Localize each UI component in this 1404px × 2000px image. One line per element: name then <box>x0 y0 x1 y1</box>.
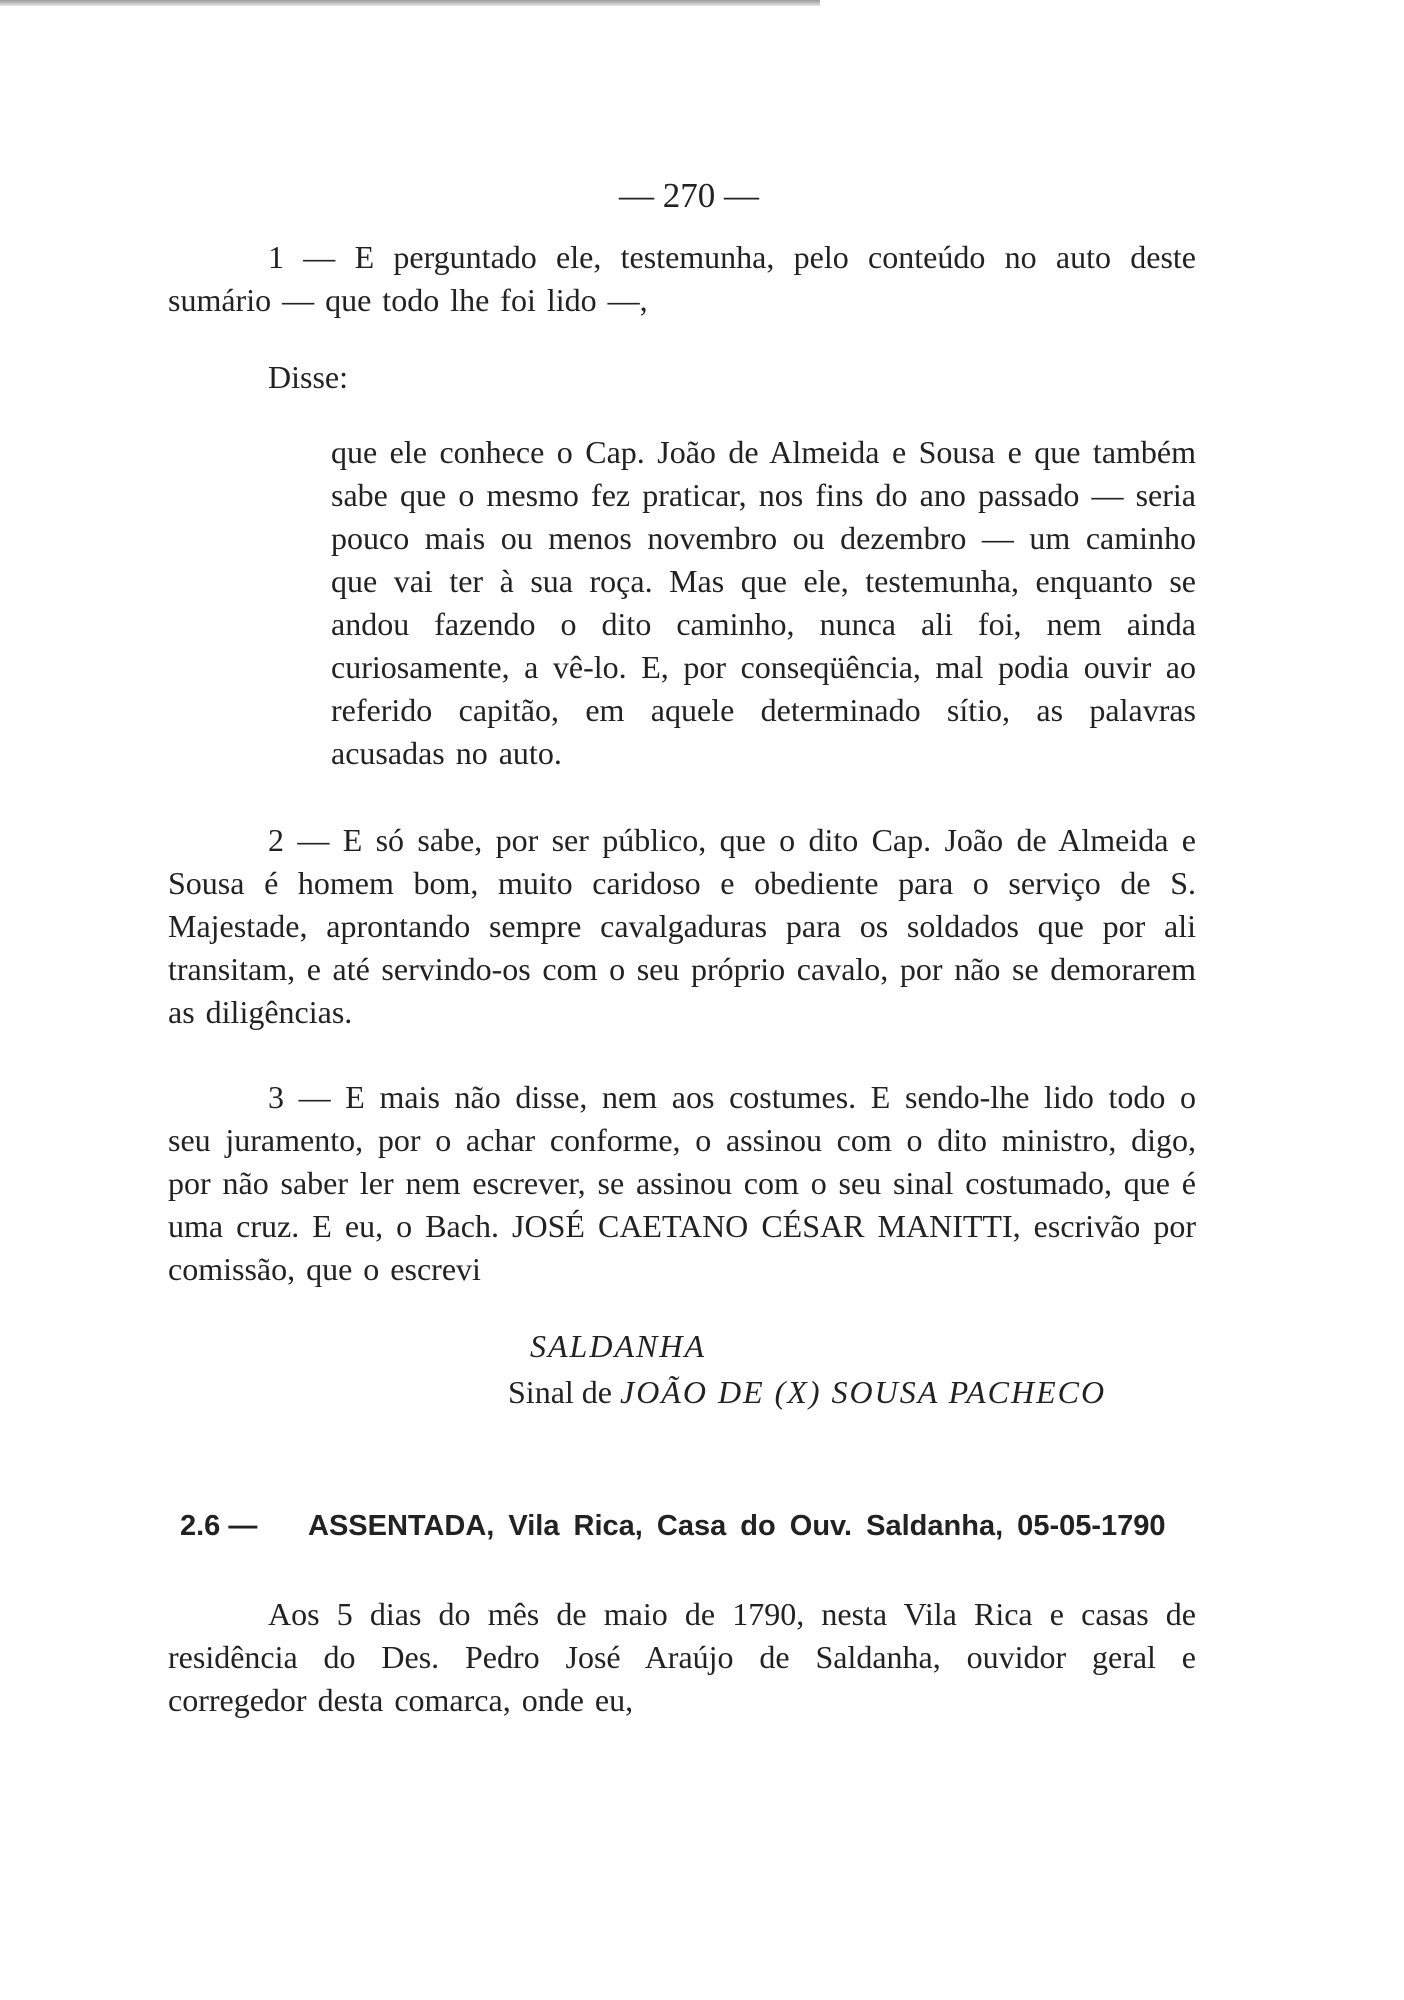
paragraph-3: 3 — E mais não disse, nem aos costumes. E sendo-lhe lido todo o seu juramento, por o achar conforme, o assinou com o dito ministro, digo, por não saber ler nem escrever, se assinou com o seu sinal costumado, que é uma cruz. E eu, o Bach. JOSÉ CAETANO CÉSAR MANITTI, escrivão por comissão, que o escrevi <box>168 1079 1196 1287</box>
disse-label: Disse: <box>268 359 348 395</box>
signature-saldanha: SALDANHA <box>530 1328 706 1364</box>
signature-name: JOÃO DE (X) SOUSA PACHECO <box>619 1374 1107 1410</box>
page-number: — 270 — <box>619 176 759 215</box>
section-heading <box>168 1503 1196 1549</box>
document-page <box>168 176 1196 1722</box>
signature-sousa-pacheco <box>508 1369 1196 1415</box>
question-1-paragraph: 1 — E perguntado ele, testemunha, pelo conteúdo no auto deste sumário — que todo lhe foi lido —, <box>168 239 1196 318</box>
section-title: ASSENTADA, Vila Rica, Casa do Ouv. Saldanha, 05-05-1790 <box>308 1510 1166 1542</box>
section-number: 2.6 — <box>180 1510 258 1542</box>
signature-prefix: Sinal de <box>508 1374 612 1410</box>
signature-block <box>508 1323 1196 1415</box>
closing-paragraph: Aos 5 dias do mês de maio de 1790, nesta Vila Rica e casas de residência do Des. Pedro José Araújo de Saldanha, ouvidor geral e corregedor desta comarca, onde eu, <box>168 1596 1196 1718</box>
paragraph-2: 2 — E só sabe, por ser público, que o dito Cap. João de Almeida e Sousa é homem bom, muito caridoso e obediente para o serviço de S. Majestade, aprontando sempre cavalgaduras para os soldados que por ali transitam, e até servindo-os com o seu próprio cavalo, por não se demorarem as diligências. <box>168 822 1196 1030</box>
testimony-answer: que ele conhece o Cap. João de Almeida e Sousa e que também sabe que o mesmo fez praticar, nos fins do ano passado — seria pouco mais ou menos novembro ou dezembro — um caminho que vai ter à sua roça. Mas que ele, testemunha, enquanto se andou fazendo o dito caminho, nunca ali foi, nem ainda curiosamente, a vê-lo. E, por conseqüência, mal podia ouvir ao referido capitão, em aquele determinado sítio, as palavras acusadas no auto. <box>331 434 1196 771</box>
scan-edge <box>0 0 820 6</box>
